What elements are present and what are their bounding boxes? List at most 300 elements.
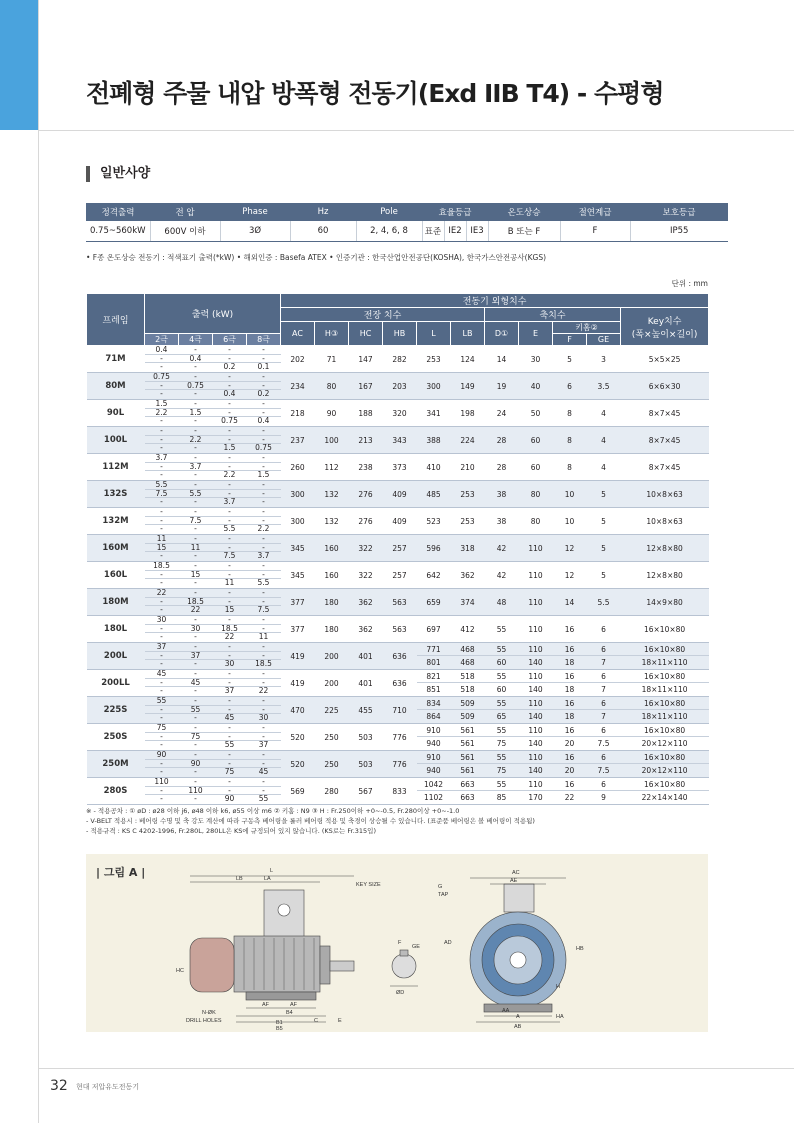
- output-value: -: [213, 463, 247, 472]
- dim-value: 16: [553, 670, 587, 683]
- dim-cell: 276: [349, 508, 383, 535]
- spec-h-rated: 정격출력: [86, 203, 150, 221]
- dim-value: 22: [564, 793, 575, 802]
- output-value: -: [145, 625, 179, 634]
- motor-drawing: [86, 854, 708, 1032]
- dim-label-HC: HC: [176, 968, 184, 974]
- dim-h-outer: 전동기 외형치수: [281, 294, 709, 308]
- output-value: 0.2: [257, 389, 270, 399]
- spec-cell: F: [560, 221, 630, 241]
- dim-cell: [621, 778, 709, 805]
- dim-cell: 132: [315, 508, 349, 535]
- dim-cell: [417, 751, 451, 778]
- dim-cell: 5: [587, 508, 621, 535]
- dim-value: 6: [587, 751, 621, 764]
- output-value: -: [213, 400, 247, 409]
- dim-cell: 253: [417, 346, 451, 373]
- output-cell: [145, 724, 179, 751]
- output-value: -: [247, 382, 281, 391]
- dim-value: 110: [519, 724, 553, 737]
- output-value: 0.75: [221, 416, 238, 426]
- output-value: 11: [258, 632, 269, 642]
- dim-value: 16: [553, 751, 587, 764]
- output-value: 45: [224, 713, 235, 723]
- dim-value: 6: [587, 643, 621, 656]
- frame-cell: 80M: [87, 373, 145, 400]
- dim-cell: 362: [451, 562, 485, 589]
- output-value: 5.5: [257, 578, 270, 588]
- output-value: -: [247, 517, 281, 526]
- frame-cell: 180M: [87, 589, 145, 616]
- output-value: -: [179, 616, 213, 625]
- dim-cell: 218: [281, 400, 315, 427]
- output-value: 22: [145, 589, 179, 598]
- dim-value: 6: [587, 778, 621, 791]
- output-cell: [247, 778, 281, 805]
- dim-value: 801: [426, 658, 441, 667]
- output-value: -: [247, 679, 281, 688]
- output-value: -: [160, 794, 163, 804]
- dim-value: 7.5: [597, 739, 610, 748]
- output-cell: [247, 481, 281, 508]
- dim-label-AB: AB: [514, 1024, 522, 1030]
- dim-value: 110: [519, 751, 553, 764]
- output-cell: [213, 724, 247, 751]
- dim-cell: [587, 697, 621, 724]
- dim-cell: 636: [383, 643, 417, 670]
- dim-value: 7.5: [597, 766, 610, 775]
- dim-cell: [519, 697, 553, 724]
- output-value: -: [179, 346, 213, 355]
- dim-value: 140: [528, 658, 543, 667]
- dim-cell: 8: [553, 454, 587, 481]
- output-value: 15: [224, 605, 235, 615]
- dim-cell: 80: [315, 373, 349, 400]
- dim-cell: 238: [349, 454, 383, 481]
- dim-cell: [451, 751, 485, 778]
- output-value: 45: [145, 670, 179, 679]
- frame-cell: 160L: [87, 562, 145, 589]
- dim-value: 85: [496, 793, 507, 802]
- dim-cell: 6: [587, 616, 621, 643]
- output-value: -: [179, 373, 213, 382]
- table-row: [87, 373, 709, 400]
- output-cell: [247, 400, 281, 427]
- output-value: 2.2: [179, 436, 213, 445]
- output-cell: [247, 427, 281, 454]
- dim-cell: 8×7×45: [621, 427, 709, 454]
- output-value: 15: [179, 571, 213, 580]
- dim-value: 940: [426, 766, 441, 775]
- dim-value: 16×10×80: [621, 724, 709, 737]
- output-value: 7.5: [257, 605, 270, 615]
- dim-cell: 90: [315, 400, 349, 427]
- dim-cell: [417, 670, 451, 697]
- dim-value: 7: [601, 658, 606, 667]
- front-view: [470, 878, 566, 1022]
- output-value: 15: [145, 544, 179, 553]
- dim-cell: [451, 643, 485, 670]
- output-value: -: [160, 767, 163, 777]
- frame-cell: 250M: [87, 751, 145, 778]
- dim-cell: 300: [281, 481, 315, 508]
- dim-cell: 503: [349, 724, 383, 751]
- dim-cell: 5: [587, 535, 621, 562]
- dim-cell: [417, 643, 451, 670]
- dim-value: 16×10×80: [621, 751, 709, 764]
- output-cell: [179, 751, 213, 778]
- output-cell: [179, 670, 213, 697]
- dim-cell: 180: [315, 616, 349, 643]
- dim-value: 561: [451, 751, 485, 764]
- page-number: 32: [50, 1078, 68, 1094]
- dim-cell: 110: [519, 535, 553, 562]
- dim-cell: 48: [485, 589, 519, 616]
- dim-cell: 636: [383, 670, 417, 697]
- dim-value: 140: [528, 739, 543, 748]
- dim-cell: [417, 697, 451, 724]
- dim-value: 16: [553, 697, 587, 710]
- spec-table: [86, 203, 728, 242]
- dim-cell: 30: [519, 346, 553, 373]
- dim-cell: 210: [451, 454, 485, 481]
- table-row: [87, 670, 709, 697]
- output-value: -: [160, 740, 163, 750]
- output-value: -: [160, 632, 163, 642]
- dim-h-pole: 6극: [213, 334, 247, 346]
- dim-cell: 198: [451, 400, 485, 427]
- output-value: 1.5: [179, 409, 213, 418]
- output-value: -: [247, 463, 281, 472]
- dim-cell: 257: [383, 535, 417, 562]
- dim-cell: 642: [417, 562, 451, 589]
- dim-cell: 401: [349, 643, 383, 670]
- output-value: -: [145, 571, 179, 580]
- dim-value: 509: [460, 712, 475, 721]
- output-cell: [179, 427, 213, 454]
- output-cell: [145, 670, 179, 697]
- output-value: 90: [224, 794, 235, 804]
- dim-h-col: H③: [315, 322, 349, 346]
- output-cell: [179, 643, 213, 670]
- dim-h-key-label: Key치수: [647, 316, 682, 327]
- frame-cell: 112M: [87, 454, 145, 481]
- dim-cell: 5: [553, 346, 587, 373]
- spec-cell: IE3: [466, 221, 488, 241]
- output-value: 1.5: [145, 400, 179, 409]
- output-value: 0.4: [179, 355, 213, 364]
- dim-cell: 224: [451, 427, 485, 454]
- output-value: -: [160, 659, 163, 669]
- output-cell: [179, 778, 213, 805]
- output-cell: [213, 373, 247, 400]
- output-value: -: [179, 589, 213, 598]
- dim-cell: 100: [315, 427, 349, 454]
- dim-label-nk: N-ØK: [202, 1010, 216, 1016]
- output-value: -: [247, 751, 281, 760]
- output-value: 75: [179, 733, 213, 742]
- output-cell: [145, 697, 179, 724]
- dim-value: 22×14×140: [641, 793, 688, 802]
- output-cell: [145, 508, 179, 535]
- unit-label: 단위 : mm: [671, 279, 708, 288]
- dim-cell: 24: [485, 400, 519, 427]
- dim-value: 55: [485, 697, 519, 710]
- output-value: -: [160, 524, 163, 534]
- dim-cell: 322: [349, 535, 383, 562]
- dim-cell: 167: [349, 373, 383, 400]
- figure-label: | 그림 A |: [96, 866, 146, 879]
- output-value: -: [160, 389, 163, 399]
- table-row: [87, 400, 709, 427]
- dim-cell: [587, 724, 621, 751]
- output-value: -: [194, 362, 197, 372]
- dim-cell: 50: [519, 400, 553, 427]
- output-value: -: [179, 562, 213, 571]
- dim-cell: 388: [417, 427, 451, 454]
- dim-label-AC: AC: [512, 870, 520, 876]
- dim-value: 110: [519, 697, 553, 710]
- output-value: -: [247, 787, 281, 796]
- dim-cell: 401: [349, 670, 383, 697]
- dim-value: 864: [426, 712, 441, 721]
- dim-cell: 42: [485, 535, 519, 562]
- dim-cell: 10×8×63: [621, 508, 709, 535]
- dim-cell: 8: [553, 427, 587, 454]
- dim-label-TAP: TAP: [438, 892, 449, 898]
- output-value: 55: [179, 706, 213, 715]
- dim-cell: [485, 697, 519, 724]
- output-value: 5.5: [179, 490, 213, 499]
- output-value: 18.5: [213, 625, 247, 634]
- dim-cell: [519, 778, 553, 805]
- output-value: -: [160, 686, 163, 696]
- dim-value: 140: [528, 766, 543, 775]
- dim-cell: 160: [315, 562, 349, 589]
- dim-h-col: AC: [281, 322, 315, 346]
- output-value: -: [213, 382, 247, 391]
- dim-value: 16: [553, 724, 587, 737]
- dim-value: 65: [496, 712, 507, 721]
- dim-cell: [451, 697, 485, 724]
- output-value: 55: [145, 697, 179, 706]
- dim-cell: 60: [519, 454, 553, 481]
- spec-cell: 60: [290, 221, 356, 241]
- dim-label-E: E: [338, 1018, 342, 1024]
- dim-value: 18: [564, 712, 575, 721]
- output-value: 110: [179, 787, 213, 796]
- output-value: -: [194, 524, 197, 534]
- dim-value: 55: [485, 778, 519, 791]
- output-value: -: [145, 598, 179, 607]
- frame-cell: 90L: [87, 400, 145, 427]
- dim-label-AE: AE: [510, 878, 518, 884]
- output-value: -: [160, 470, 163, 480]
- dim-cell: 60: [519, 427, 553, 454]
- dim-cell: 188: [349, 400, 383, 427]
- output-cell: [213, 481, 247, 508]
- dim-cell: 10: [553, 481, 587, 508]
- output-cell: [247, 616, 281, 643]
- dim-cell: [485, 724, 519, 751]
- table-row: [87, 778, 709, 805]
- output-cell: [213, 751, 247, 778]
- output-value: -: [194, 767, 197, 777]
- output-value: -: [160, 551, 163, 561]
- output-cell: [213, 589, 247, 616]
- output-value: -: [213, 733, 247, 742]
- output-cell: [247, 643, 281, 670]
- dim-cell: [587, 778, 621, 805]
- dim-cell: 8: [553, 400, 587, 427]
- frame-cell: 200L: [87, 643, 145, 670]
- output-cell: [213, 508, 247, 535]
- side-tab: [0, 0, 38, 130]
- dim-cell: [587, 670, 621, 697]
- dim-cell: 523: [417, 508, 451, 535]
- output-value: 90: [179, 760, 213, 769]
- dim-cell: 71: [315, 346, 349, 373]
- output-value: 18.5: [179, 598, 213, 607]
- dim-value: 561: [460, 739, 475, 748]
- dim-cell: 6×6×30: [621, 373, 709, 400]
- dim-value: 940: [426, 739, 441, 748]
- dim-cell: 4: [587, 427, 621, 454]
- dim-cell: [417, 724, 451, 751]
- spec-h-protect: 보호등급: [630, 203, 728, 221]
- output-value: 3.7: [145, 454, 179, 463]
- output-value: 37: [224, 686, 235, 696]
- dim-h-pole: 8극: [247, 334, 281, 346]
- output-value: 1.5: [257, 470, 270, 480]
- dim-label-F: F: [398, 940, 402, 946]
- dim-value: 18: [564, 685, 575, 694]
- dim-value: 834: [417, 697, 451, 710]
- output-value: -: [194, 578, 197, 588]
- dim-value: 16: [553, 643, 587, 656]
- output-value: -: [247, 427, 281, 436]
- output-value: -: [160, 443, 163, 453]
- dim-label-AF: AF: [262, 1002, 270, 1008]
- dim-h-col: GE: [587, 334, 621, 346]
- output-value: -: [213, 643, 247, 652]
- dim-cell: [553, 697, 587, 724]
- dim-cell: 8×7×45: [621, 400, 709, 427]
- table-row: [87, 751, 709, 778]
- output-value: 0.4: [223, 389, 236, 399]
- section-heading: 일반사양: [86, 166, 150, 182]
- dim-cell: 520: [281, 724, 315, 751]
- output-cell: [179, 697, 213, 724]
- dim-label-AF2: AF: [290, 1002, 298, 1008]
- dim-cell: 412: [451, 616, 485, 643]
- output-value: -: [247, 355, 281, 364]
- dim-value: 910: [417, 751, 451, 764]
- dim-value: 140: [528, 712, 543, 721]
- dim-cell: 149: [451, 373, 485, 400]
- output-value: -: [145, 355, 179, 364]
- dim-cell: [519, 643, 553, 670]
- output-value: 18.5: [255, 659, 272, 669]
- dim-cell: 776: [383, 724, 417, 751]
- frame-cell: 250S: [87, 724, 145, 751]
- output-value: -: [160, 713, 163, 723]
- dim-label-L: L: [270, 868, 274, 874]
- output-cell: [247, 508, 281, 535]
- output-cell: [213, 454, 247, 481]
- table-row: [87, 562, 709, 589]
- dim-cell: [519, 670, 553, 697]
- dim-cell: 377: [281, 616, 315, 643]
- output-cell: [179, 562, 213, 589]
- dim-cell: 4: [587, 400, 621, 427]
- dim-cell: 520: [281, 751, 315, 778]
- dim-cell: 147: [349, 346, 383, 373]
- dim-value: 110: [519, 670, 553, 683]
- spec-cell: 2, 4, 6, 8: [356, 221, 422, 241]
- output-value: -: [262, 497, 265, 507]
- dim-cell: 12: [553, 562, 587, 589]
- dim-cell: 38: [485, 508, 519, 535]
- output-value: -: [194, 659, 197, 669]
- dim-cell: 200: [315, 670, 349, 697]
- dim-cell: 110: [519, 589, 553, 616]
- page-title: 전폐형 주물 내압 방폭형 전동기(Exd IIB T4) - 수평형: [86, 79, 664, 108]
- dim-cell: [553, 751, 587, 778]
- dim-cell: 710: [383, 697, 417, 724]
- dim-cell: 409: [383, 508, 417, 535]
- output-value: 11: [224, 578, 235, 588]
- output-value: -: [145, 652, 179, 661]
- spec-header-row: [86, 203, 728, 221]
- output-value: -: [247, 373, 281, 382]
- dim-value: 910: [417, 724, 451, 737]
- output-cell: [247, 589, 281, 616]
- output-value: 3.7: [179, 463, 213, 472]
- output-value: -: [179, 481, 213, 490]
- dim-cell: [621, 670, 709, 697]
- output-value: 55: [224, 740, 235, 750]
- dim-cell: 253: [451, 508, 485, 535]
- output-value: -: [179, 751, 213, 760]
- output-value: -: [247, 697, 281, 706]
- dim-label-B5: B5: [276, 1026, 283, 1032]
- spec-h-temp: 온도상승: [488, 203, 560, 221]
- dim-cell: 318: [451, 535, 485, 562]
- output-cell: [145, 373, 179, 400]
- output-value: -: [194, 389, 197, 399]
- dim-value: 7: [601, 685, 606, 694]
- output-cell: [213, 535, 247, 562]
- dim-cell: 16: [553, 616, 587, 643]
- footnote-line: ※ - 적용공차 : ① øD : ø28 이하 j6, ø48 이하 k6, ø55 이상 m6 ② 키홈 : N9 ③ H : Fr.250이하 +0~-0.5, Fr.280이상 +0~-1.0: [86, 807, 460, 815]
- dim-cell: 250: [315, 724, 349, 751]
- dim-label-GE: GE: [412, 944, 420, 950]
- dim-cell: 110: [519, 562, 553, 589]
- output-value: -: [247, 778, 281, 787]
- dim-cell: 322: [349, 562, 383, 589]
- table-row: [87, 508, 709, 535]
- output-value: 90: [145, 751, 179, 760]
- output-value: 45: [258, 767, 269, 777]
- output-value: 0.1: [257, 362, 270, 372]
- output-value: -: [145, 427, 179, 436]
- output-value: 22: [258, 686, 269, 696]
- output-value: -: [247, 760, 281, 769]
- dim-cell: [553, 724, 587, 751]
- output-value: 30: [179, 625, 213, 634]
- output-cell: [179, 589, 213, 616]
